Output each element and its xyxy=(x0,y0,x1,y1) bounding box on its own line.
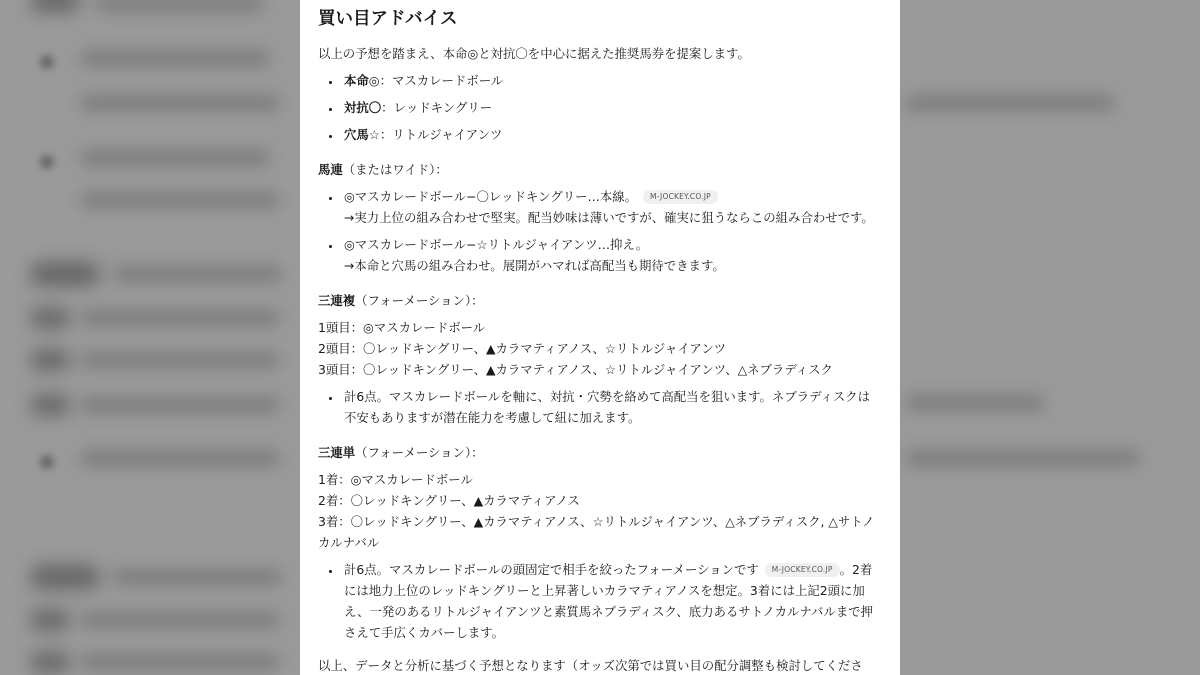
list-item xyxy=(342,97,878,118)
list-item xyxy=(342,70,878,91)
source-badge[interactable]: M-JOCKEY.CO.JP xyxy=(765,563,840,577)
sanrenpuku-suffix: （フォーメーション）： xyxy=(355,293,484,308)
sanrenpuku-title: 三連複 xyxy=(318,293,356,308)
sanrenpuku-heading xyxy=(318,290,878,311)
sanrentan-heading xyxy=(318,442,878,463)
pick-label: 穴馬☆ xyxy=(344,127,380,142)
sanrenpuku-row: 2頭目：〇レッドキングリー、▲カラマティアノス、☆リトルジャイアンツ xyxy=(318,341,727,356)
sanrenpuku-row: 3頭目：〇レッドキングリー、▲カラマティアノス、☆リトルジャイアンツ、△ネブラディスク xyxy=(318,362,833,377)
pick-value: ：レッドキングリー xyxy=(381,100,493,115)
sanrentan-notes xyxy=(318,559,878,643)
umaren-list xyxy=(318,186,878,276)
list-item xyxy=(342,234,878,276)
closing-text: 以上、データと分析に基づく予想となります（オッズ次第では買い目の配分調整も検討してくださ xyxy=(318,658,863,673)
sanrentan-row: 3着：〇レッドキングリー、▲カラマティアノス、☆リトルジャイアンツ、△ネブラディスク, △サトノカルナバル xyxy=(318,514,875,550)
sanrenpuku-notes xyxy=(318,386,878,428)
umaren-title: 馬連 xyxy=(318,162,343,177)
umaren-line: • ◎マスカレードボール−☆リトルジャイアンツ…抑え。 xyxy=(344,237,648,252)
list-item xyxy=(342,559,878,643)
chat-message-panel xyxy=(300,0,900,675)
sanrentan-suffix: （フォーメーション）： xyxy=(355,445,484,460)
sanrenpuku-row: 1頭目：◎マスカレードボール xyxy=(318,320,486,335)
pick-label: 対抗〇 xyxy=(344,100,382,115)
section-heading: 買い目アドバイス xyxy=(318,9,458,29)
picks-list xyxy=(318,70,878,145)
intro-text: 以上の予想を踏まえ、本命◎と対抗〇を中心に据えた推奨馬券を提案します。 xyxy=(318,46,750,61)
pick-value: ：リトルジャイアンツ xyxy=(379,127,503,142)
umaren-suffix: （またはワイド）： xyxy=(342,162,448,177)
list-item xyxy=(342,186,878,228)
umaren-heading xyxy=(318,159,878,180)
source-badge[interactable]: M-JOCKEY.CO.JP xyxy=(643,190,718,204)
message-content xyxy=(318,6,878,675)
umaren-line: ◎マスカレードボール−〇レッドキングリー…本線。 xyxy=(344,189,638,204)
list-item xyxy=(342,124,878,145)
umaren-comment: →実力上位の組み合わせで堅実。配当妙味は薄いですが、確実に狙うならこの組み合わせです。 xyxy=(344,210,874,225)
pick-value: ：マスカレードボール xyxy=(379,73,504,88)
pick-label: 本命◎ xyxy=(344,73,380,88)
sanrentan-note-end: 。2着には地力上位のレッドキングリーと上昇著しいカラマティアノスを想定。3着には上記2頭に加え、一発のあるリトルジャイアンツと素質馬ネブラディスク、底力あるサトノカルナバルまで押さえて手広くカバーします。 xyxy=(344,562,874,640)
sanrentan-title: 三連単 xyxy=(318,445,356,460)
sanrentan-row: 1着：◎マスカレードボール xyxy=(318,472,473,487)
list-item: • 計6点。マスカレードボールを軸に、対抗・穴勢を絡めて高配当を狙います。ネブラディスクは不安もありますが潜在能力を考慮して紐に加えます。 xyxy=(342,386,878,428)
umaren-comment: →本命と穴馬の組み合わせ。展開がハマれば高配当も期待できます。 xyxy=(344,258,725,273)
sanrentan-note-start: 計6点。マスカレードボールの頭固定で相手を絞ったフォーメーションです xyxy=(344,562,759,577)
sanrentan-row: 2着：〇レッドキングリー、▲カラマティアノス xyxy=(318,493,580,508)
